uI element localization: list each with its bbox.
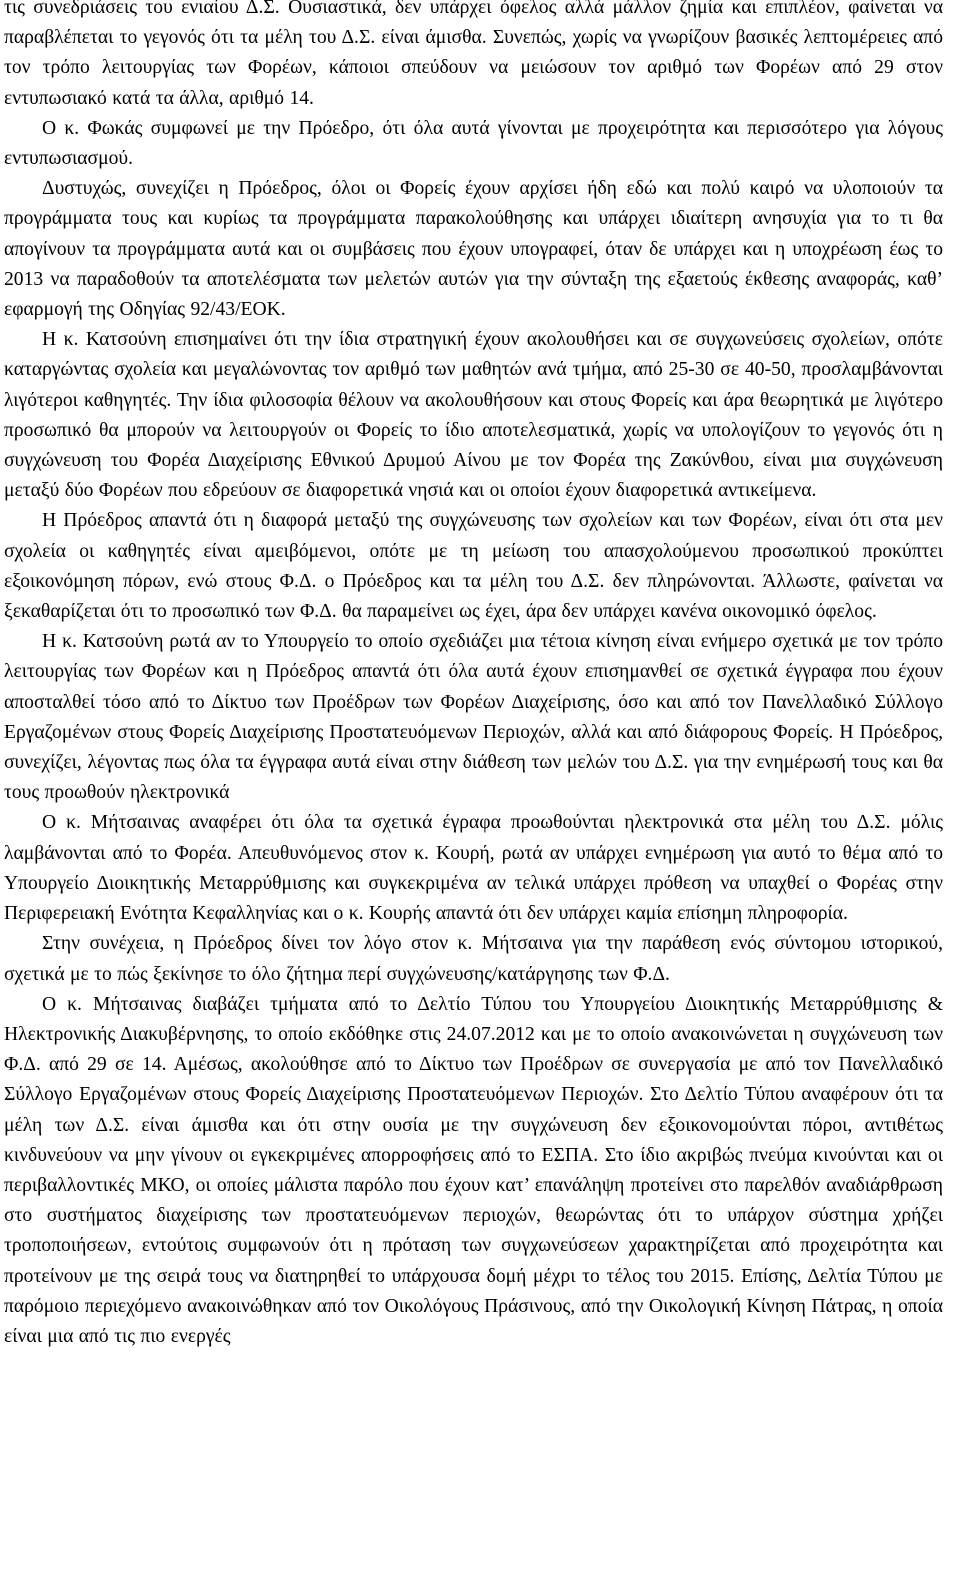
paragraph-press-release: Ο κ. Μήτσαινας διαβάζει τμήματα από το Δελτίο Τύπου του Υπουργείου Διοικητικής Μεταρρύθμισης & Ηλεκτρονικής Διακυβέρνησης, το οποίο εκδόθηκε στις 24.07.2012 και με το οποίο ανακοινώνεται η συγχώνευση των Φ.Δ. από 29 σε 14. Αμέσως, ακολούθησε από το Δίκτυο των Προέδρων σε συνεργασία με από τον Πανελλαδικό Σύλλογο Εργαζομένων στους Φορείς Διαχείρισης Προστατευόμενων Περιοχών. Στο Δελτίο Τύπου αναφέρουν ότι τα μέλη των Δ.Σ. είναι άμισθα και ότι στην ουσία με την συγχώνευση δεν εξοικονομούνται πόροι, αντιθέτως κινδυνεύουν να μην γίνουν οι εγκεκριμένες απορροφήσεις από το ΕΣΠΑ. Στο ίδιο ακριβώς πνεύμα κινούνται και οι περιβαλλοντικές ΜΚΟ, οι οποίες μάλιστα παρόλο που έχουν κατ’ επανάληψη προτείνει στο παρελθόν αναδιάρθρωση στο συστήματος διαχείρισης των προστατευόμενων περιοχών, θεωρώντας ότι το υπάρχον σύστημα χρήζει τροποποιήσεων, εντούτοις συμφωνούν ότι η πρόταση των συγχωνεύσεων χαρακτηρίζεται από προχειρότητα και προτείνουν με της σειρά τους να διατηρηθεί το υπάρχουσα δομή μέχρι το τέλος του 2015. Επίσης, Δελτία Τύπου με παρόμοιο περιεχόμενο ανακοινώθηκαν από τον Οικολόγους Πράσινους, από την Οικολογική Κίνηση Πάτρας, η οποία είναι μια από τις πιο ενεργές <box>4 993 943 1347</box>
paragraph-president-concern: Δυστυχώς, συνεχίζει η Πρόεδρος, όλοι οι Φορείς έχουν αρχίσει ήδη εδώ και πολύ καιρό να υλοποιούν τα προγράμματα τους και κυρίως τα προγράμματα παρακολούθησης και υπάρχει ιδιαίτερη ανησυχία για το τι θα απογίνουν τα προγράμματα αυτά και οι συμβάσεις που έχουν υπογραφεί, όταν δε υπάρχει και η υποχρέωση έως το 2013 να παραδοθούν τα αποτελέσματα των μελετών αυτών για την σύνταξη της εξαετούς έκθεσης αναφοράς, καθ’ εφαρμογή της Οδηγίας 92/43/ΕΟΚ. <box>4 178 943 321</box>
paragraph-history-request: Στην συνέχεια, η Πρόεδρος δίνει τον λόγο στον κ. Μήτσαινα για την παράθεση ενός σύντομου ιστορικού, σχετικά με το πώς ξεκίνησε το όλο ζήτημα περί συγχώνευσης/κατάργησης των Φ.Δ. <box>4 933 943 985</box>
paragraph-fokas: Ο κ. Φωκάς συμφωνεί με την Πρόεδρο, ότι όλα αυτά γίνονται με προχειρότητα και περισσότερο για λόγους εντυπωσιασμού. <box>4 117 943 170</box>
paragraph-katsouni-ministry: Η κ. Κατσούνη ρωτά αν το Υπουργείο το οποίο σχεδιάζει μια τέτοια κίνηση είναι ενήμερο σχετικά με τον τρόπο λειτουργίας των Φορέων και η Πρόεδρος απαντά ότι όλα αυτά έχουν επισημανθεί σε σχετικά έγγραφα που έχουν αποσταλθεί τόσο από το Δίκτυο των Προέδρων των Φορέων Διαχείρισης, όσο και από τον Πανελλαδικό Σύλλογο Εργαζομένων στους Φορείς Διαχείρισης Προστατευόμενων Περιοχών, αλλά και από διάφορους Φορείς. Η Πρόεδρος, συνεχίζει, λέγοντας πως όλα τα έγγραφα αυτά είναι στην διάθεση των μελών του Δ.Σ. για την ενημέρωσή τους και θα τους προωθούν ηλεκτρονικά <box>4 631 943 804</box>
paragraph-continuation: τις συνεδριάσεις του ενιαίου Δ.Σ. Ουσιαστικά, δεν υπάρχει όφελος αλλά μάλλον ζημία και επιπλέον, φαίνεται να παραβλέπεται το γεγονός ότι τα μέλη του Δ.Σ. είναι άμισθα. Συνεπώς, χωρίς να γνωρίζουν βασικές λεπτομέρειες από τον τρόπο λειτουργίας των Φορέων, κάποιοι σπεύδουν να μειώσουν τον αριθμό των Φορέων από 29 στον εντυπωσιακό κατά τα άλλα, αριθμό 14. <box>4 0 943 109</box>
document-body <box>4 0 943 1352</box>
paragraph-katsouni-schools: Η κ. Κατσούνη επισημαίνει ότι την ίδια στρατηγική έχουν ακολουθήσει και σε συγχωνεύσεις σχολείων, οπότε καταργώντας σχολεία και μεγαλώνοντας τον αριθμό των μαθητών ανά τμήμα, από 25-30 σε 40-50, προσλαμβάνονται λιγότεροι καθηγητές. Την ίδια φιλοσοφία θέλουν να ακολουθήσουν και στους Φορείς και άρα θεωρητικά με λιγότερο προσωπικό θα μπορούν να λειτουργούν οι Φορείς το ίδιο αποτελεσματικά, χωρίς να υπολογίζουν το γεγονός ότι η συγχώνευση του Φορέα Διαχείρισης Εθνικού Δρυμού Αίνου με τον Φορέα της Ζακύνθου, είναι μια συγχώνευση μεταξύ δύο Φορέων που εδρεύουν σε διαφορετικά νησιά και οι οποίοι έχουν διαφορετικά αντικείμενα. <box>4 329 943 502</box>
paragraph-mitsainas-documents: Ο κ. Μήτσαινας αναφέρει ότι όλα τα σχετικά έγραφα προωθούνται ηλεκτρονικά στα μέλη του Δ.Σ. μόλις λαμβάνονται από το Φορέα. Απευθυνόμενος στον κ. Κουρή, ρωτά αν υπάρχει ενημέρωση για αυτό το θέμα από το Υπουργείο Διοικητικής Μεταρρύθμισης και συγκεκριμένα αν τελικά υπάρχει πρόθεση να υπαχθεί ο Φορέας στην Περιφερειακή Ενότητα Κεφαλληνίας και ο κ. Κουρής απαντά ότι δεν υπάρχει καμία επίσημη πληροφορία. <box>4 812 943 925</box>
paragraph-president-reply: Η Πρόεδρος απαντά ότι η διαφορά μεταξύ της συγχώνευσης των σχολείων και των Φορέων, είναι ότι στα μεν σχολεία οι καθηγητές είναι αμειβόμενοι, οπότε με τη μείωση του απασχολούμενου προσωπικού προκύπτει εξοικονόμηση πόρων, ενώ στους Φ.Δ. ο Πρόεδρος και τα μέλη του Δ.Σ. δεν πληρώνονται. Άλλωστε, φαίνεται να ξεκαθαρίζεται ότι το προσωπικό των Φ.Δ. θα παραμείνει ως έχει, άρα δεν υπάρχει κανένα οικονομικό όφελος. <box>4 510 943 623</box>
